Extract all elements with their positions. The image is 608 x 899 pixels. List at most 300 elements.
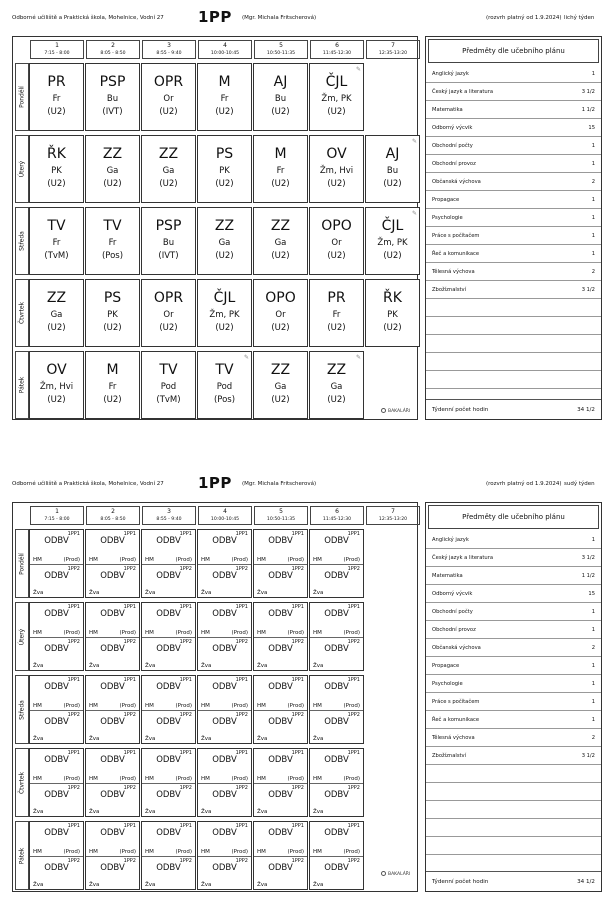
subject-name: Obchodní provoz xyxy=(432,627,476,633)
lesson-subject: ODBV xyxy=(156,682,181,692)
group-name: 1PP1 xyxy=(67,677,80,683)
day-name: Pátek xyxy=(18,376,26,394)
day-label-3 xyxy=(15,675,29,744)
lesson-subject: ZZ xyxy=(270,218,291,234)
group-half-bottom xyxy=(142,637,195,671)
lesson-teacher: Žva xyxy=(89,809,100,815)
lesson-teacher: Žva xyxy=(145,809,156,815)
day-label-1 xyxy=(15,529,29,598)
period-time: 7:15 - 8:00 xyxy=(44,51,70,56)
lesson-teacher: Žva xyxy=(33,809,44,815)
group-name: 1PP1 xyxy=(235,677,248,683)
group-half-top xyxy=(30,603,83,637)
lesson-subject: ODBV xyxy=(44,755,69,765)
group-name: 1PP1 xyxy=(291,604,304,610)
note-mark-icon: ✎ xyxy=(411,138,417,145)
subject-name: Matematika xyxy=(432,573,463,579)
lesson-teacher: HM xyxy=(257,775,266,782)
lesson-teacher: Žva xyxy=(257,736,268,742)
lesson-subject: ODBV xyxy=(100,643,125,654)
lesson-room: (U2) xyxy=(271,179,290,189)
group-lesson-cell xyxy=(29,675,84,744)
group-name: 1PP2 xyxy=(67,784,80,791)
lesson-teacher: HM xyxy=(33,556,42,563)
lesson-teacher: Žva xyxy=(145,882,156,888)
day-name: Úterý xyxy=(18,160,26,178)
group-name: 1PP2 xyxy=(235,857,248,864)
subject-row-empty xyxy=(426,335,601,353)
lesson-teacher: Or xyxy=(331,238,342,248)
lesson-cell xyxy=(365,279,420,347)
lesson-teacher: Žva xyxy=(257,663,268,669)
lesson-subject: ODBV xyxy=(268,643,293,654)
subject-hours: 3 1/2 xyxy=(581,287,595,293)
lesson-cell xyxy=(29,135,84,203)
subject-hours: 3 1/2 xyxy=(581,555,595,561)
group-name: 1PP2 xyxy=(179,638,192,645)
group-name: 1PP2 xyxy=(235,711,248,718)
period-number: 6 xyxy=(335,508,339,515)
week-label: lichý týden xyxy=(564,15,595,21)
group-lesson-cell xyxy=(253,529,308,598)
group-lesson-cell xyxy=(29,529,84,598)
group-name: 1PP1 xyxy=(67,531,80,537)
group-lesson-cell xyxy=(309,529,364,598)
lesson-teacher: PK xyxy=(219,166,230,176)
subject-hours: 1 xyxy=(591,233,595,239)
lesson-teacher: Žva xyxy=(257,590,268,596)
lesson-subject: ZZ xyxy=(214,218,235,234)
lesson-room: (Pos) xyxy=(213,395,236,405)
lesson-subject: PR xyxy=(47,74,66,90)
period-time: 8:55 - 9:40 xyxy=(156,517,182,522)
lesson-room: (U2) xyxy=(159,107,178,117)
lesson-subject: TV xyxy=(159,362,178,378)
lesson-teacher: HM xyxy=(89,629,98,636)
group-name: 1PP1 xyxy=(291,531,304,537)
lesson-teacher: Žva xyxy=(201,736,212,742)
lesson-teacher: Žva xyxy=(257,882,268,888)
lesson-subject: AJ xyxy=(385,146,400,162)
schedule-grid xyxy=(12,502,418,892)
group-name: 1PP2 xyxy=(347,565,360,572)
period-number: 2 xyxy=(111,42,115,49)
group-name: 1PP2 xyxy=(123,857,136,864)
group-name: 1PP2 xyxy=(347,857,360,864)
lesson-teacher: Žva xyxy=(313,736,324,742)
lesson-teacher: Fr xyxy=(52,238,61,248)
lesson-teacher: Žva xyxy=(33,736,44,742)
subject-row xyxy=(426,567,601,585)
lesson-room: (U2) xyxy=(327,251,346,261)
group-lesson-cell xyxy=(141,675,196,744)
lesson-subject: OV xyxy=(326,146,347,162)
group-half-top xyxy=(310,603,363,637)
lesson-teacher: HM xyxy=(257,702,266,709)
subject-hours: 1 xyxy=(591,717,595,723)
lesson-teacher: PK xyxy=(387,310,398,320)
lesson-subject: ODBV xyxy=(324,755,349,765)
lesson-cell xyxy=(309,351,364,419)
subject-name: Občanská výchova xyxy=(432,179,481,185)
subject-hours: 1 1/2 xyxy=(581,107,595,113)
subject-name: Anglický jazyk xyxy=(432,71,469,77)
group-half-top xyxy=(86,749,139,783)
group-name: 1PP1 xyxy=(179,750,192,756)
lesson-subject: ODBV xyxy=(156,862,181,873)
lesson-room: (TvM) xyxy=(156,395,181,405)
subject-row xyxy=(426,227,601,245)
group-lesson-cell xyxy=(141,602,196,671)
group-name: 1PP1 xyxy=(123,604,136,610)
group-half-bottom xyxy=(30,564,83,598)
group-lesson-cell xyxy=(253,675,308,744)
lesson-subject: TV xyxy=(47,218,66,234)
lesson-subject: ODBV xyxy=(156,536,181,546)
subject-hours: 1 xyxy=(591,251,595,257)
class-teacher: (Mgr. Michala Fritscherová) xyxy=(242,15,317,21)
subject-row xyxy=(426,585,601,603)
group-lesson-cell xyxy=(197,748,252,817)
lesson-subject: ODBV xyxy=(156,609,181,619)
group-name: 1PP2 xyxy=(67,638,80,645)
lesson-teacher: PK xyxy=(107,310,118,320)
lesson-teacher: Žm, PK xyxy=(209,310,240,320)
subject-row xyxy=(426,209,601,227)
lesson-cell xyxy=(29,63,84,131)
subject-hours: 1 xyxy=(591,197,595,203)
timetable-even-week xyxy=(0,472,608,892)
subject-name: Obchodní počty xyxy=(432,143,473,149)
sheet-header xyxy=(12,472,602,498)
group-name: 1PP2 xyxy=(291,711,304,718)
lesson-teacher: HM xyxy=(313,556,322,563)
subject-name: Matematika xyxy=(432,107,463,113)
lesson-subject: ODBV xyxy=(268,755,293,765)
lesson-teacher: Žva xyxy=(201,663,212,669)
group-lesson-cell xyxy=(197,675,252,744)
period-header-5 xyxy=(254,40,308,59)
lesson-room: (U2) xyxy=(271,107,290,117)
day-label-4 xyxy=(15,279,29,347)
group-half-top xyxy=(310,676,363,710)
lesson-teacher: Fr xyxy=(332,310,341,320)
group-name: 1PP2 xyxy=(123,565,136,572)
group-name: 1PP1 xyxy=(291,750,304,756)
group-name: 1PP1 xyxy=(123,677,136,683)
lesson-cell xyxy=(29,207,84,275)
lesson-subject: ODBV xyxy=(212,682,237,692)
group-name: 1PP2 xyxy=(179,784,192,791)
lesson-teacher: Ga xyxy=(106,166,119,176)
subject-hours: 1 xyxy=(591,699,595,705)
lesson-cell xyxy=(309,135,364,203)
group-name: 1PP2 xyxy=(291,565,304,572)
subject-hours: 15 xyxy=(588,591,595,597)
lesson-teacher: HM xyxy=(145,848,154,855)
day-label-1 xyxy=(15,63,29,131)
lesson-room: (U2) xyxy=(271,251,290,261)
lesson-room: (U2) xyxy=(271,323,290,333)
lesson-cell xyxy=(309,279,364,347)
lesson-subject: ODBV xyxy=(100,682,125,692)
weekly-total-label: Týdenní počet hodin xyxy=(432,407,489,413)
lesson-teacher: HM xyxy=(201,848,210,855)
subject-name: Propagace xyxy=(432,197,460,203)
period-header-2 xyxy=(86,506,140,525)
subject-row-empty xyxy=(426,765,601,783)
lesson-room: (Prod) xyxy=(231,848,248,855)
lesson-teacher: Fr xyxy=(220,94,229,104)
subject-hours: 2 xyxy=(591,735,595,741)
lesson-subject: TV xyxy=(215,362,234,378)
lesson-room: (U2) xyxy=(327,395,346,405)
subject-row-empty xyxy=(426,317,601,335)
subject-name: Český jazyk a literatura xyxy=(432,555,494,561)
lesson-subject: ZZ xyxy=(158,146,179,162)
lesson-teacher: Fr xyxy=(52,94,61,104)
group-half-top xyxy=(310,822,363,856)
lesson-room: (Pos) xyxy=(101,251,124,261)
group-lesson-cell xyxy=(85,821,140,890)
week-label: sudý týden xyxy=(564,481,595,487)
lesson-subject: ODBV xyxy=(100,862,125,873)
group-name: 1PP1 xyxy=(347,677,360,683)
lesson-teacher: HM xyxy=(33,629,42,636)
lesson-room: (IVT) xyxy=(158,251,179,261)
lesson-subject: OPR xyxy=(153,290,184,306)
lesson-teacher: HM xyxy=(257,848,266,855)
period-number: 2 xyxy=(111,508,115,515)
group-half-bottom xyxy=(198,710,251,744)
group-half-bottom xyxy=(254,637,307,671)
lesson-subject: OPR xyxy=(153,74,184,90)
lesson-teacher: HM xyxy=(201,556,210,563)
group-lesson-cell xyxy=(141,529,196,598)
group-name: 1PP2 xyxy=(347,638,360,645)
period-header-3 xyxy=(142,40,196,59)
lesson-cell xyxy=(141,351,196,419)
lesson-teacher: Ga xyxy=(50,310,63,320)
lesson-cell xyxy=(141,279,196,347)
group-lesson-cell xyxy=(309,748,364,817)
subject-hours: 1 1/2 xyxy=(581,573,595,579)
lesson-room: (U2) xyxy=(215,323,234,333)
lesson-teacher: Žva xyxy=(33,882,44,888)
group-half-bottom xyxy=(254,564,307,598)
lesson-teacher: Fr xyxy=(108,238,117,248)
lesson-room: (U2) xyxy=(215,251,234,261)
period-header-6 xyxy=(310,40,364,59)
lesson-teacher: HM xyxy=(145,702,154,709)
subject-row xyxy=(426,101,601,119)
subject-hours: 1 xyxy=(591,609,595,615)
lesson-teacher: Bu xyxy=(386,166,399,176)
lesson-subject: ODBV xyxy=(324,643,349,654)
lesson-subject: ODBV xyxy=(268,716,293,727)
day-label-4 xyxy=(15,748,29,817)
group-half-top xyxy=(86,822,139,856)
lesson-cell xyxy=(309,207,364,275)
subject-row xyxy=(426,711,601,729)
lesson-teacher: HM xyxy=(33,775,42,782)
lesson-teacher: HM xyxy=(89,775,98,782)
lesson-subject: ODBV xyxy=(324,682,349,692)
group-name: 1PP1 xyxy=(235,604,248,610)
lesson-cell xyxy=(85,63,140,131)
lesson-room: (Prod) xyxy=(287,629,304,636)
lesson-subject: ODBV xyxy=(156,716,181,727)
subject-name: Psychologie xyxy=(432,681,463,687)
subject-row xyxy=(426,693,601,711)
subject-name: Tělesná výchova xyxy=(432,735,475,741)
group-half-bottom xyxy=(310,783,363,817)
subject-row-empty xyxy=(426,819,601,837)
lesson-room: (U2) xyxy=(327,107,346,117)
subject-name: Odborný výcvik xyxy=(432,125,473,131)
validity-note: (rozvrh platný od 1.9.2024) xyxy=(486,15,562,21)
subject-row xyxy=(426,549,601,567)
lesson-subject: PSP xyxy=(155,218,182,234)
subject-hours: 1 xyxy=(591,627,595,633)
day-label-3 xyxy=(15,207,29,275)
subject-row xyxy=(426,119,601,137)
group-lesson-cell xyxy=(29,821,84,890)
subject-name: Zbožíznalství xyxy=(432,753,467,759)
lesson-subject: ODBV xyxy=(268,789,293,800)
period-number: 5 xyxy=(279,508,283,515)
group-half-bottom xyxy=(86,637,139,671)
lesson-subject: ZZ xyxy=(270,362,291,378)
lesson-teacher: HM xyxy=(89,556,98,563)
lesson-room: (U2) xyxy=(383,179,402,189)
group-half-top xyxy=(254,530,307,564)
group-lesson-cell xyxy=(85,675,140,744)
lesson-room: (Prod) xyxy=(231,629,248,636)
lesson-cell xyxy=(253,135,308,203)
lesson-subject: ČJL xyxy=(325,74,348,90)
subject-name: Řeč a komunikace xyxy=(432,251,480,257)
group-half-top xyxy=(142,530,195,564)
lesson-room: (U2) xyxy=(215,107,234,117)
group-half-top xyxy=(142,749,195,783)
lesson-subject: ODBV xyxy=(268,828,293,838)
lesson-subject: M xyxy=(274,146,287,162)
subject-hours: 1 xyxy=(591,537,595,543)
period-time: 12:35-13:20 xyxy=(378,51,408,56)
lesson-room: (Prod) xyxy=(231,775,248,782)
lesson-room: (U2) xyxy=(271,395,290,405)
lesson-cell xyxy=(253,351,308,419)
period-time: 11:45-12:30 xyxy=(322,517,352,522)
group-name: 1PP2 xyxy=(123,711,136,718)
lesson-teacher: Or xyxy=(275,310,286,320)
lesson-teacher: Ga xyxy=(274,382,287,392)
lesson-room: (U2) xyxy=(383,251,402,261)
group-name: 1PP1 xyxy=(179,677,192,683)
lesson-teacher: Žva xyxy=(201,809,212,815)
subject-row-empty xyxy=(426,299,601,317)
group-lesson-cell xyxy=(309,821,364,890)
group-half-bottom xyxy=(30,856,83,890)
lesson-subject: AJ xyxy=(273,74,288,90)
day-name: Středa xyxy=(18,699,26,720)
lesson-subject: ODBV xyxy=(44,789,69,800)
day-label-2 xyxy=(15,602,29,671)
lesson-room: (Prod) xyxy=(119,556,136,563)
group-half-bottom xyxy=(198,856,251,890)
subject-name: Obchodní provoz xyxy=(432,161,476,167)
group-name: 1PP1 xyxy=(235,823,248,829)
lesson-room: (U2) xyxy=(159,323,178,333)
day-name: Pondělí xyxy=(18,86,26,108)
subject-name: Tělesná výchova xyxy=(432,269,475,275)
group-half-bottom xyxy=(86,564,139,598)
lesson-teacher: Žva xyxy=(89,882,100,888)
period-header-2 xyxy=(86,40,140,59)
lesson-subject: ODBV xyxy=(324,609,349,619)
subjects-panel-title: Předměty dle učebního plánu xyxy=(428,39,599,63)
subjects-panel xyxy=(425,36,602,420)
brand-name: BAKALÁŘI xyxy=(388,409,411,414)
subject-row xyxy=(426,83,601,101)
lesson-room: (U2) xyxy=(103,395,122,405)
lesson-teacher: HM xyxy=(145,629,154,636)
lesson-cell xyxy=(253,207,308,275)
subject-row xyxy=(426,657,601,675)
lesson-subject: M xyxy=(218,74,231,90)
group-half-bottom xyxy=(30,637,83,671)
group-name: 1PP2 xyxy=(67,711,80,718)
lesson-room: (U2) xyxy=(103,323,122,333)
subject-hours: 3 1/2 xyxy=(581,89,595,95)
lesson-room: (Prod) xyxy=(343,556,360,563)
subjects-panel xyxy=(425,502,602,892)
lesson-room: (Prod) xyxy=(119,629,136,636)
lesson-teacher: HM xyxy=(145,775,154,782)
lesson-teacher: Žm, Hvi xyxy=(319,166,354,176)
lesson-subject: ZZ xyxy=(102,146,123,162)
lesson-subject: ČJL xyxy=(381,218,404,234)
lesson-teacher: Bu xyxy=(162,238,175,248)
group-name: 1PP1 xyxy=(67,604,80,610)
subject-row xyxy=(426,137,601,155)
class-name: 1PP xyxy=(198,474,232,492)
group-half-bottom xyxy=(310,856,363,890)
subject-row xyxy=(426,263,601,281)
period-time: 12:35-13:20 xyxy=(378,517,408,522)
lesson-cell xyxy=(141,207,196,275)
subject-name: Český jazyk a literatura xyxy=(432,89,494,95)
group-half-bottom xyxy=(142,710,195,744)
lesson-subject: ODBV xyxy=(100,789,125,800)
lesson-cell xyxy=(85,279,140,347)
group-lesson-cell xyxy=(85,602,140,671)
lesson-subject: ODBV xyxy=(212,716,237,727)
lesson-room: (Prod) xyxy=(63,702,80,709)
lesson-room: (Prod) xyxy=(175,629,192,636)
lesson-room: (Prod) xyxy=(119,702,136,709)
group-half-bottom xyxy=(142,564,195,598)
group-half-bottom xyxy=(254,783,307,817)
subject-row xyxy=(426,65,601,83)
day-name: Úterý xyxy=(18,628,26,645)
lesson-room: (Prod) xyxy=(343,848,360,855)
class-name: 1PP xyxy=(198,8,232,26)
lesson-cell xyxy=(253,63,308,131)
weekly-total-hours: 34 1/2 xyxy=(577,879,595,885)
subject-name: Zbožíznalství xyxy=(432,287,467,293)
